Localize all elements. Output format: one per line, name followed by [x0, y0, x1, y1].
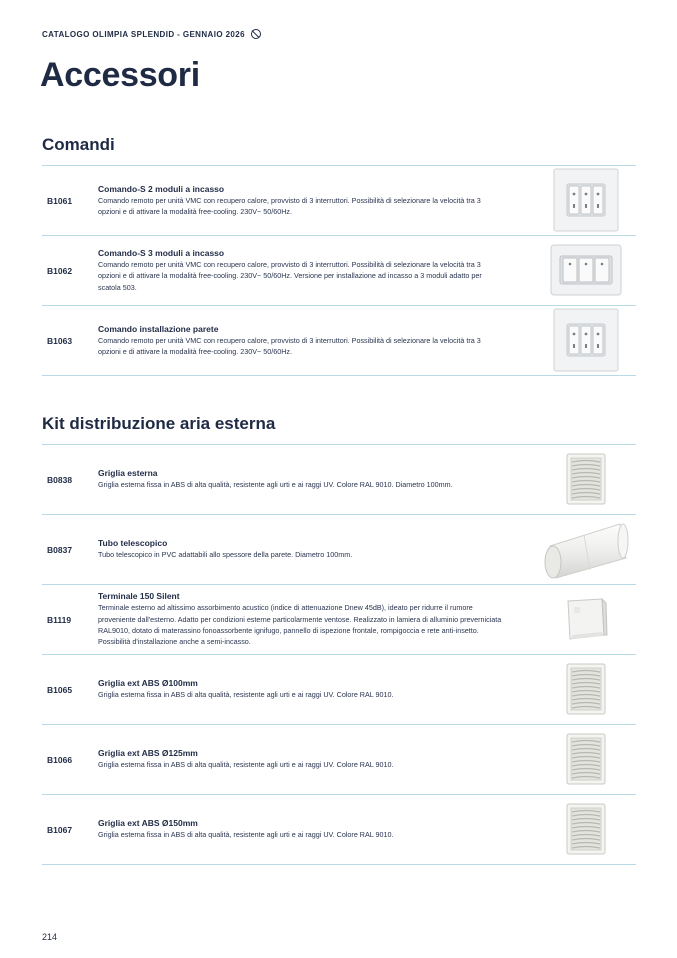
product-info — [98, 655, 504, 724]
louvered-grille-image — [550, 727, 622, 791]
product-info — [98, 725, 504, 794]
wall-switch-square-image — [550, 168, 622, 232]
product-name: Terminale 150 Silent — [98, 591, 180, 602]
product-code: B1067 — [47, 824, 73, 835]
product-row — [42, 654, 636, 724]
product-name: Griglia esterna — [98, 468, 158, 479]
product-code: B1062 — [47, 265, 73, 276]
product-row — [42, 724, 636, 794]
product-name: Tubo telescopico — [98, 538, 168, 549]
product-name: Comando installazione parete — [98, 323, 219, 334]
product-info — [98, 445, 504, 514]
page-title: Accessori — [40, 56, 200, 94]
silent-terminal-image — [550, 587, 622, 651]
product-description: Griglia esterna fissa in ABS di alta qualità, resistente agli urti e ai raggi UV. Colore RAL 9010. — [98, 830, 394, 840]
product-description: Griglia esterna fissa in ABS di alta qualità, resistente agli urti e ai raggi UV. Colore RAL 9010. — [98, 760, 394, 770]
product-row — [42, 235, 636, 305]
product-info — [98, 166, 504, 235]
product-code: B0838 — [47, 474, 73, 485]
product-info — [98, 585, 504, 654]
product-name: Comando-S 3 moduli a incasso — [98, 248, 225, 259]
product-row — [42, 165, 636, 235]
brand-logo-icon — [251, 29, 261, 39]
product-row — [42, 794, 636, 865]
product-table-kit — [42, 444, 636, 865]
louvered-grille-image — [550, 797, 622, 861]
louvered-grille-image — [550, 657, 622, 721]
product-description: Comando remoto per unità VMC con recupero calore, provvisto di 3 interruttori. Possibilità di selezionare la velocità tra 3 opzioni e di attivare la modalità free-cooling. 230V~ 50/60Hz. Versione per installazione ad incasso a 3 moduli adatto per scatola 503. — [98, 260, 482, 292]
product-table-comandi — [42, 165, 636, 376]
product-code: B1061 — [47, 195, 73, 206]
product-name: Comando-S 2 moduli a incasso — [98, 183, 225, 194]
page-number: 214 — [42, 932, 58, 942]
product-info — [98, 515, 504, 584]
section-title-comandi: Comandi — [42, 135, 115, 154]
product-name: Griglia ext ABS Ø150mm — [98, 818, 198, 829]
product-description: Griglia esterna fissa in ABS di alta qualità, resistente agli urti e ai raggi UV. Colore RAL 9010. Diametro 100mm. — [98, 480, 453, 490]
section-title-kit-distribuzione: Kit distribuzione aria esterna — [42, 414, 276, 433]
product-row — [42, 584, 636, 654]
product-row — [42, 444, 636, 514]
product-description: Comando remoto per unità VMC con recupero calore, provvisto di 3 interruttori. Possibilità di selezionare la velocità tra 3 opzioni e di attivare la modalità free-cooling. 230V~ 50/60Hz. — [98, 335, 481, 356]
product-info — [98, 306, 504, 375]
product-description: Comando remoto per unità VMC con recupero calore, provvisto di 3 interruttori. Possibilità di selezionare la velocità tra 3 opzioni e di attivare la modalità free-cooling. 230V~ 50/60Hz. — [98, 195, 481, 216]
product-description: Griglia esterna fissa in ABS di alta qualità, resistente agli urti e ai raggi UV. Colore RAL 9010. — [98, 690, 394, 700]
product-code: B1066 — [47, 754, 73, 765]
product-info — [98, 236, 504, 305]
running-head — [42, 29, 261, 39]
telescopic-tube-image — [540, 517, 630, 581]
product-info — [98, 795, 504, 864]
product-row — [42, 514, 636, 584]
product-code: B1065 — [47, 684, 73, 695]
product-code: B1119 — [47, 614, 72, 625]
running-head-text: CATALOGO OLIMPIA SPLENDID - GENNAIO 2026 — [42, 29, 245, 39]
product-name: Griglia ext ABS Ø125mm — [98, 748, 198, 759]
louvered-grille-image — [550, 447, 622, 511]
wall-switch-wide-image — [550, 238, 622, 302]
product-code: B1063 — [47, 335, 73, 346]
product-description: Tubo telescopico in PVC adattabili allo spessore della parete. Diametro 100mm. — [98, 550, 353, 560]
product-row — [42, 305, 636, 376]
wall-switch-square-image — [550, 308, 622, 372]
product-code: B0837 — [47, 544, 73, 555]
product-name: Griglia ext ABS Ø100mm — [98, 678, 198, 689]
product-description: Terminale esterno ad altissimo assorbimento acustico (indice di attenuazione Dnew 45dB), ideato per ridurre il rumore proveniente dall'esterno. Adatto per condizioni esterne particolarmente ventose. Realizzato in lamiera di alluminio preverniciata RAL9010, dotato di materassino fonoassorbente ignifugo, pannello di ispezione frontale, rompigoccia e rete anti-insetto. Possibilità d'installazione anche a semi-incasso. — [98, 603, 502, 647]
